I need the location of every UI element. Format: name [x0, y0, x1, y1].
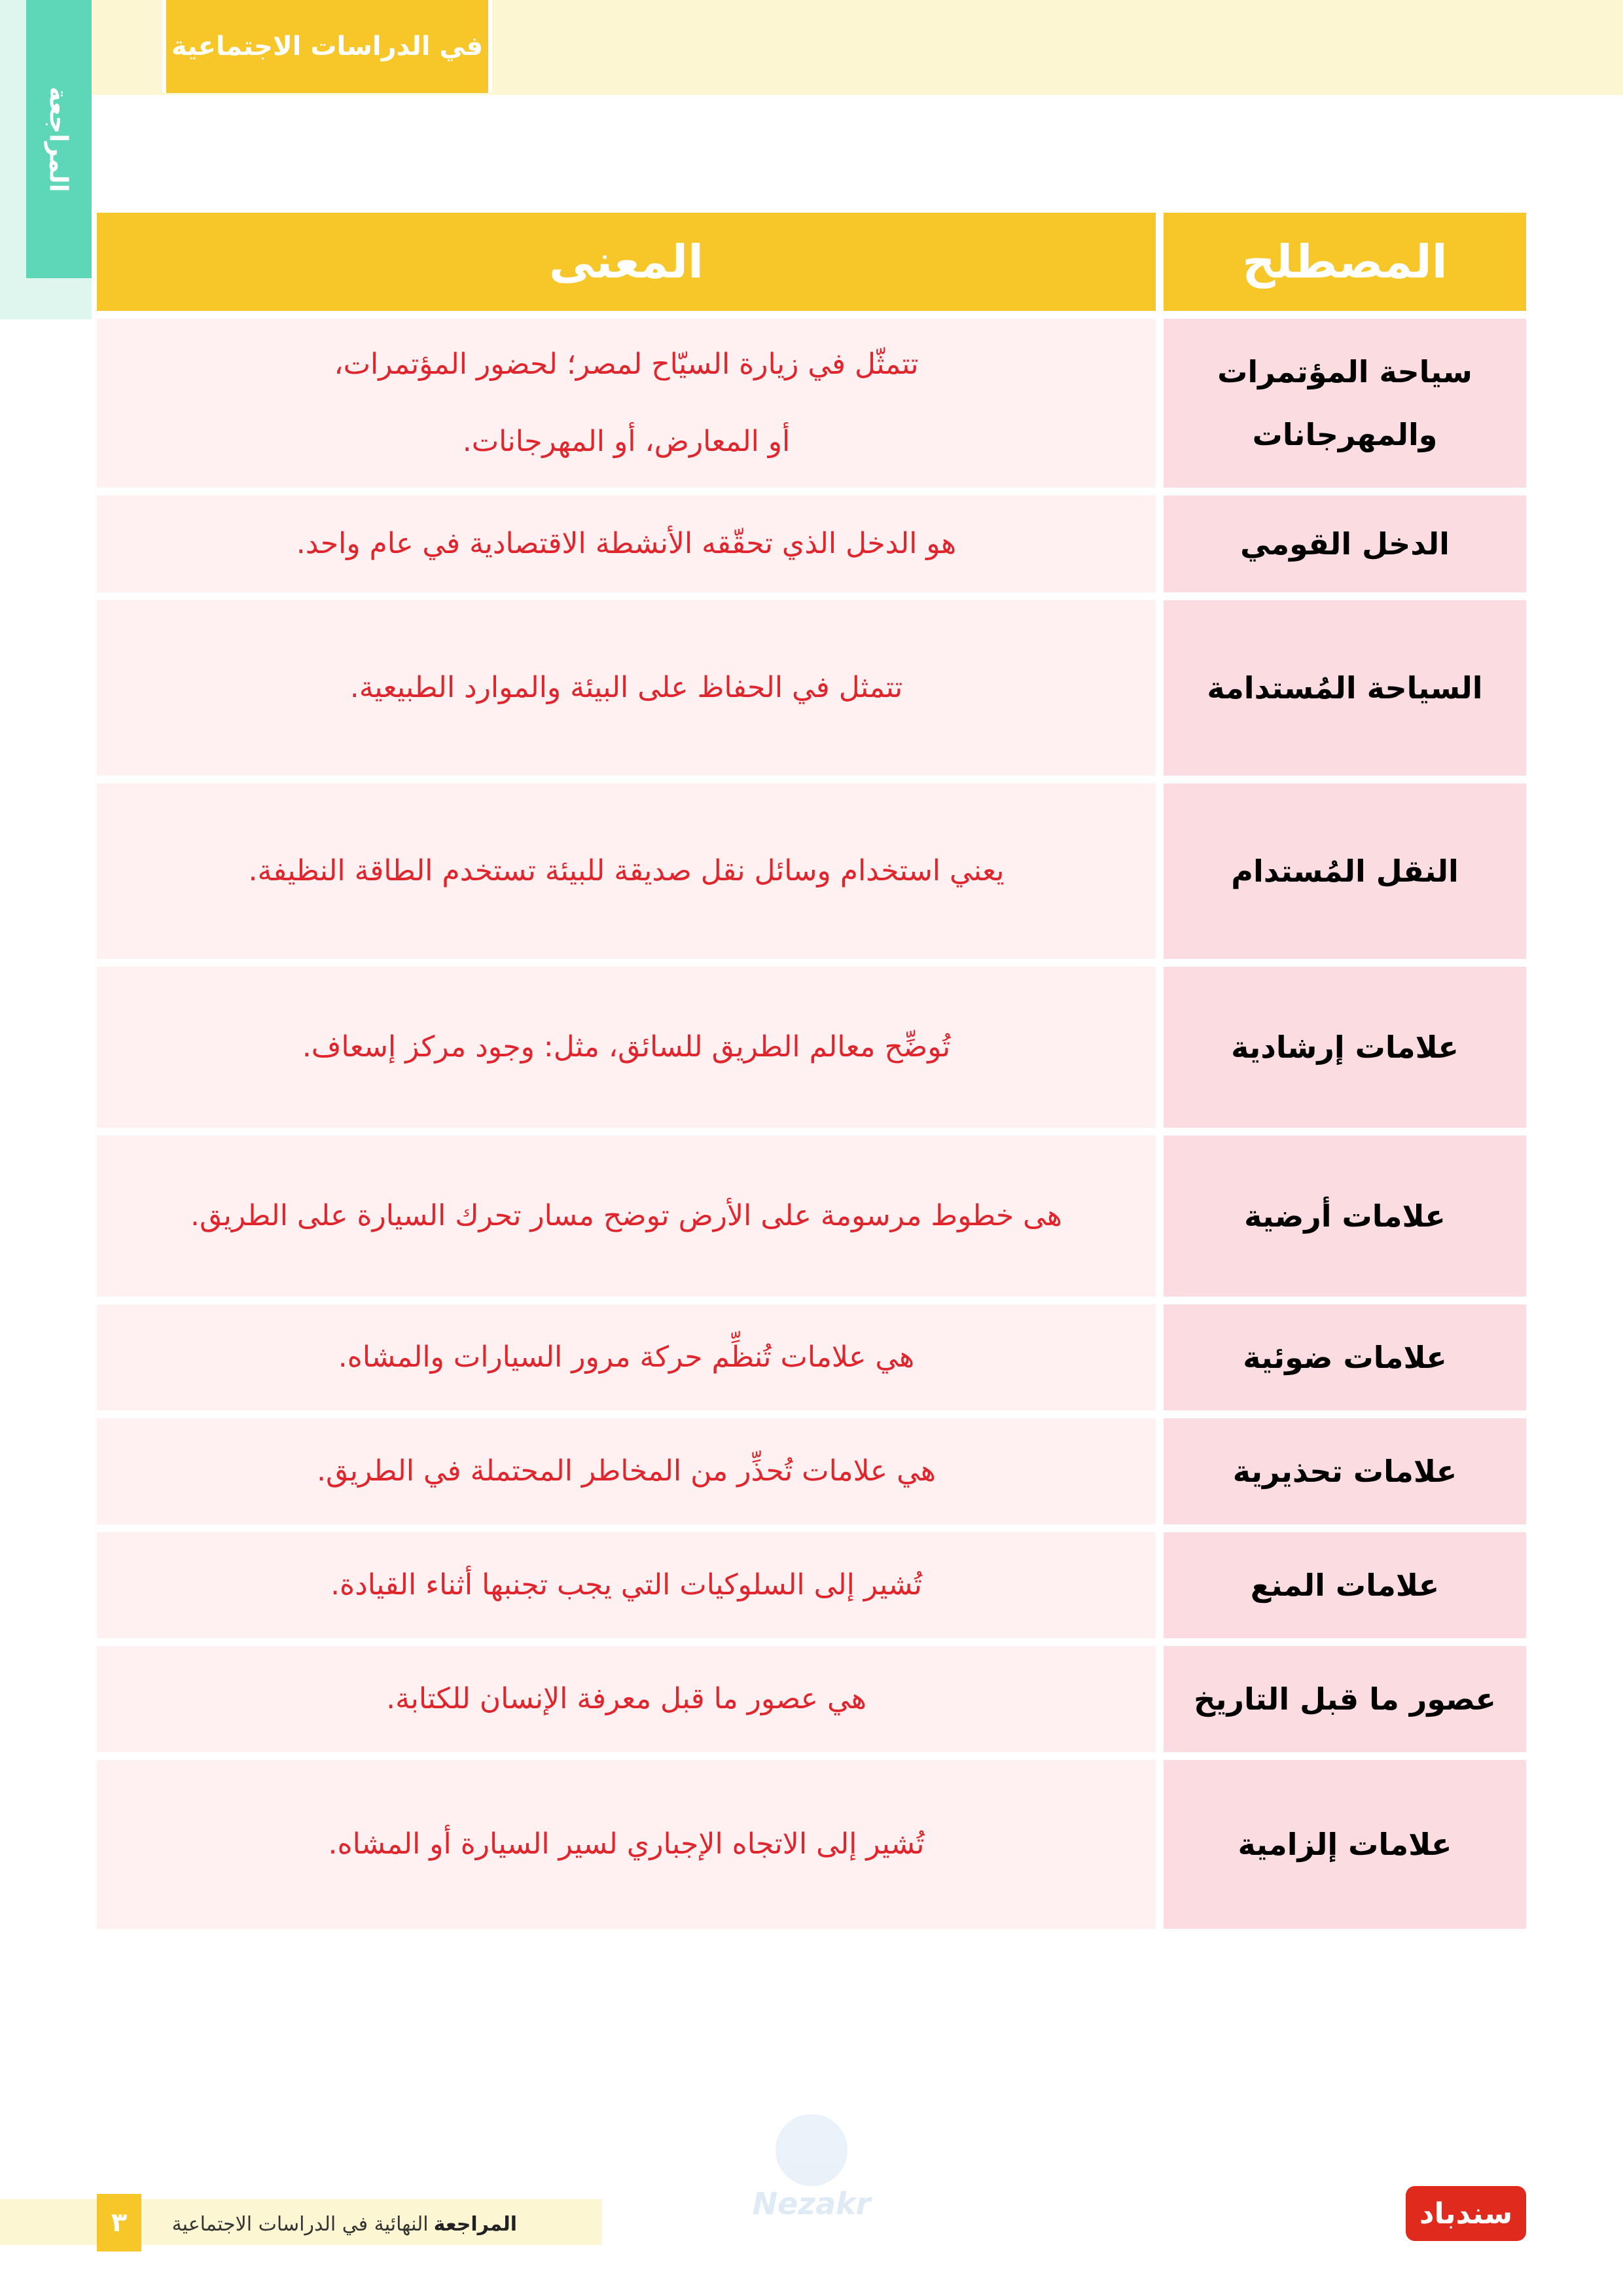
term-cell	[1164, 1646, 1526, 1752]
side-tab-label: المراجعة	[45, 86, 74, 192]
meaning-cell	[97, 1418, 1156, 1524]
table-row	[97, 1136, 1526, 1297]
table-row	[97, 1760, 1526, 1929]
term-cell	[1164, 1418, 1526, 1524]
term-text: النقل المُستدام	[1231, 853, 1459, 889]
term-cell	[1164, 495, 1526, 592]
table-row	[97, 967, 1526, 1128]
term-cell	[1164, 1304, 1526, 1410]
meaning-text: هى خطوط مرسومة على الأرض توضح مسار تحرك السيارة على الطريق.	[190, 1199, 1063, 1232]
footer-title	[151, 2204, 517, 2244]
term-cell	[1164, 783, 1526, 959]
meaning-cell	[97, 1136, 1156, 1297]
table-row	[97, 1532, 1526, 1638]
meaning-text: أو المعارض، أو المهرجانات.	[462, 425, 791, 458]
term-text: سياحة المؤتمرات	[1217, 354, 1472, 389]
meaning-text: تُشير إلى الاتجاه الإجباري لسير السيارة أو المشاه.	[328, 1827, 925, 1861]
meaning-cell	[97, 1532, 1156, 1638]
term-text: والمهرجانات	[1252, 417, 1438, 452]
meaning-text: هي عصور ما قبل معرفة الإنسان للكتابة.	[386, 1682, 866, 1715]
meaning-cell	[97, 967, 1156, 1128]
side-tab	[0, 0, 92, 319]
brand-logo	[1406, 2186, 1526, 2241]
meaning-text: هي علامات تُحذِّر من المخاطر المحتملة في الطريق.	[317, 1454, 936, 1488]
graduation-cap-icon	[776, 2114, 847, 2186]
terms-table	[97, 213, 1526, 1937]
meaning-cell	[97, 1760, 1156, 1929]
meaning-cell	[97, 600, 1156, 776]
term-text: علامات المنع	[1250, 1568, 1440, 1603]
meaning-text: تُوضِّح معالم الطريق للسائق، مثل: وجود مركز إسعاف.	[302, 1030, 951, 1064]
meaning-cell	[97, 319, 1156, 488]
table-row	[97, 495, 1526, 592]
brand-text: سندباد	[1419, 2197, 1513, 2231]
term-text: علامات إلزامية	[1238, 1827, 1452, 1862]
term-text: علامات إرشادية	[1231, 1030, 1459, 1065]
table-row	[97, 319, 1526, 488]
term-cell	[1164, 600, 1526, 776]
table-row	[97, 600, 1526, 776]
page-number: ٣	[97, 2194, 141, 2251]
meaning-cell	[97, 783, 1156, 959]
side-tab-label-box	[26, 0, 92, 278]
term-text: السياحة المُستدامة	[1207, 670, 1483, 706]
table-row	[97, 783, 1526, 959]
meaning-text: تتمثل في الحفاظ على البيئة والموارد الطبيعية.	[349, 671, 903, 704]
term-text: علامات أرضية	[1244, 1198, 1446, 1234]
watermark-logo	[720, 2114, 903, 2245]
footer-title-bold: المراجعة	[433, 2212, 517, 2236]
term-cell	[1164, 1136, 1526, 1297]
table-row	[97, 1418, 1526, 1524]
meaning-text: تتمثّل في زيارة السيّاح لمصر؛ لحضور المؤتمرات،	[334, 348, 919, 381]
meaning-text: هو الدخل الذي تحقّقه الأنشطة الاقتصادية في عام واحد.	[296, 527, 957, 560]
meaning-cell	[97, 1646, 1156, 1752]
term-cell	[1164, 319, 1526, 488]
term-cell	[1164, 1532, 1526, 1638]
footer-title-rest: النهائية في الدراسات الاجتماعية	[171, 2212, 429, 2236]
table-row	[97, 1646, 1526, 1752]
table-header-row	[97, 213, 1526, 311]
section-title: في الدراسات الاجتماعية	[171, 31, 484, 62]
header-term: المصطلح	[1164, 213, 1526, 311]
term-cell	[1164, 1760, 1526, 1929]
term-cell	[1164, 967, 1526, 1128]
meaning-text: تُشير إلى السلوكيات التي يجب تجنبها أثناء القيادة.	[330, 1568, 922, 1602]
meaning-text: يعني استخدام وسائل نقل صديقة للبيئة تستخدم الطاقة النظيفة.	[248, 854, 1005, 888]
meaning-text: هي علامات تُنظِّم حركة مرور السيارات والمشاه.	[338, 1340, 915, 1374]
section-title-tab	[162, 0, 492, 93]
watermark-text: Nezakr	[752, 2186, 871, 2221]
term-text: الدخل القومي	[1240, 526, 1450, 562]
meaning-cell	[97, 495, 1156, 592]
header-meaning: المعنى	[97, 213, 1156, 311]
term-text: علامات تحذيرية	[1232, 1454, 1457, 1489]
term-text: علامات ضوئية	[1243, 1340, 1447, 1375]
term-text: عصور ما قبل التاريخ	[1194, 1681, 1496, 1717]
meaning-cell	[97, 1304, 1156, 1410]
table-row	[97, 1304, 1526, 1410]
